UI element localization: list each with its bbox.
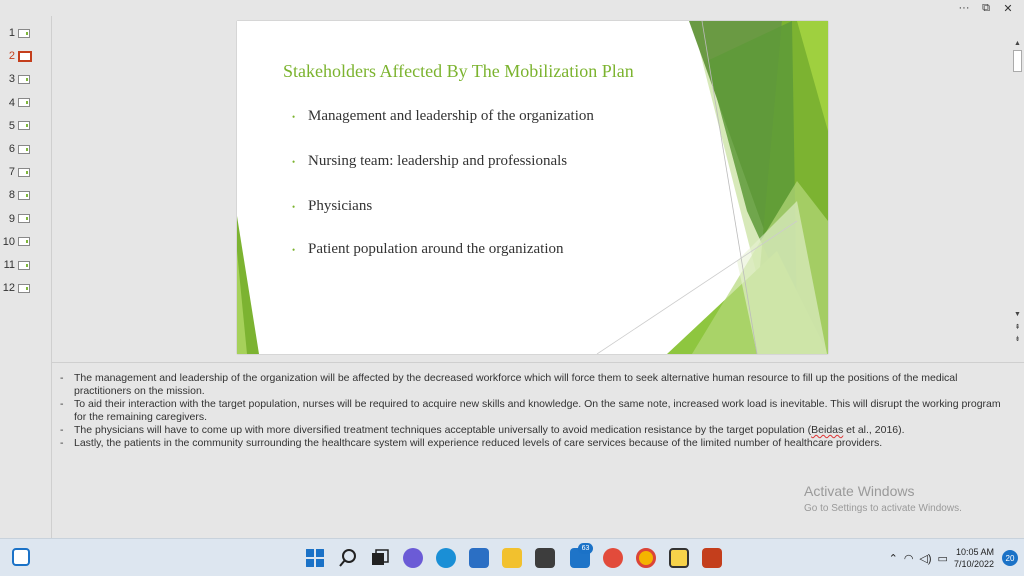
- dash-icon: -: [60, 372, 64, 384]
- slide-number: 12: [2, 282, 15, 295]
- restore-icon[interactable]: ⧉: [982, 1, 990, 14]
- note-text: Lastly, the patients in the community surrounding the healthcare system will experience reduced levels of care services because of the limited number of healthcare providers.: [74, 437, 883, 449]
- note-text: To aid their interaction with the target population, nurses will be required to acquire new skills and knowledge. On the same note, increased work load is inevitable. This will disrupt the working program for the remaining caregivers.: [74, 398, 1001, 423]
- bullet-text: Patient population around the organization: [308, 241, 564, 257]
- slide-number: 7: [8, 166, 15, 179]
- slide-thumbnail-icon: [18, 51, 32, 62]
- slide-number: 3: [8, 73, 15, 86]
- note-text: The management and leadership of the organization will be affected by the decreased workforce which will force them to seek alternative human resource to fill up the positions of the medical practitioners on the mission.: [74, 372, 958, 397]
- battery-icon[interactable]: ▭: [937, 552, 948, 565]
- scroll-up-icon[interactable]: ▲: [1014, 40, 1021, 47]
- window-controls: [954, 0, 1024, 16]
- dash-icon: -: [60, 398, 64, 410]
- slide-thumbnail[interactable]: [0, 26, 50, 40]
- activation-title: Activate Windows: [804, 483, 915, 499]
- clock[interactable]: [954, 546, 994, 570]
- bullet-icon: •: [292, 156, 296, 167]
- slide-thumbnail-icon: [18, 145, 30, 154]
- bullet-item[interactable]: [292, 108, 594, 125]
- chevron-up-icon[interactable]: ⌃: [888, 552, 898, 565]
- sticky-notes-icon[interactable]: [669, 548, 689, 568]
- more-options-icon[interactable]: ···: [958, 2, 970, 14]
- spellcheck-word[interactable]: Beidas: [811, 424, 844, 436]
- slide-thumbnail[interactable]: [0, 119, 50, 133]
- slide-thumbnail-icon: [18, 29, 30, 38]
- slide-thumbnail[interactable]: [0, 72, 50, 86]
- slide-thumbnail[interactable]: [0, 49, 50, 63]
- note-item: [60, 437, 1004, 450]
- slide-thumbnail[interactable]: [0, 258, 50, 272]
- slide-thumbnail-icon: [18, 121, 30, 130]
- clock-time: 10:05 AM: [955, 547, 994, 557]
- activation-subtitle: Go to Settings to activate Windows.: [804, 503, 962, 514]
- bullet-icon: •: [292, 201, 296, 212]
- bullet-text: Management and leadership of the organization: [308, 108, 594, 124]
- search-icon[interactable]: [338, 548, 358, 568]
- vertical-scrollbar[interactable]: [1011, 16, 1024, 346]
- slide-number: 9: [8, 212, 15, 225]
- slide-title[interactable]: Stakeholders Affected By The Mobilization Plan: [283, 61, 634, 81]
- slide-thumbnail-icon: [18, 214, 30, 223]
- activation-watermark: [804, 483, 962, 514]
- slide-thumbnail-icon: [18, 261, 30, 270]
- notification-badge[interactable]: 20: [1002, 550, 1018, 566]
- store-icon[interactable]: [469, 548, 489, 568]
- bullet-text: Nursing team: leadership and professionals: [308, 153, 568, 169]
- taskbar: [0, 538, 1024, 576]
- slide-number: 11: [3, 259, 15, 271]
- browser-icon[interactable]: [603, 548, 623, 568]
- note-text: The physicians will have to come up with more diversified treatment techniques acceptable universally to avoid medication resistance by the target population (Beidas et al., 2016).: [74, 424, 905, 436]
- bullet-item[interactable]: [292, 153, 567, 170]
- slide-number: 10: [2, 235, 15, 248]
- system-tray: [889, 539, 1024, 576]
- scroll-down-icon[interactable]: ▼: [1014, 311, 1021, 318]
- slide-thumbnail-icon: [18, 237, 30, 246]
- volume-icon[interactable]: ◁): [919, 552, 932, 565]
- bullet-text: Physicians: [308, 198, 373, 214]
- previous-slide-icon[interactable]: ⇞: [1014, 324, 1021, 331]
- slide-thumbnail[interactable]: [0, 142, 50, 156]
- slide-thumbnail-pane: [0, 16, 52, 538]
- bullet-item[interactable]: [292, 241, 564, 258]
- note-item: [60, 372, 1004, 398]
- slide-thumbnail-icon: [18, 98, 30, 107]
- dash-icon: -: [60, 424, 64, 436]
- slide-thumbnail-icon: [18, 284, 30, 293]
- slide-thumbnail[interactable]: [0, 165, 50, 179]
- slide-thumbnail[interactable]: [0, 235, 50, 249]
- start-icon[interactable]: [305, 548, 325, 568]
- chrome-icon[interactable]: [636, 548, 656, 568]
- slide-thumbnail[interactable]: [0, 281, 50, 295]
- slide-thumbnail[interactable]: [0, 188, 50, 202]
- chat-icon[interactable]: [403, 548, 423, 568]
- task-view-icon[interactable]: [370, 548, 390, 568]
- slide-number: 1: [8, 27, 15, 39]
- slide-number: 5: [8, 119, 15, 132]
- slide-number: 8: [8, 189, 15, 202]
- sublime-icon[interactable]: [535, 548, 555, 568]
- dash-icon: -: [60, 437, 64, 449]
- edge-icon[interactable]: [436, 548, 456, 568]
- close-icon[interactable]: ✕: [1003, 2, 1013, 15]
- powerpoint-icon[interactable]: [702, 548, 722, 568]
- slide-number: 2: [8, 50, 15, 63]
- widgets-icon[interactable]: [12, 548, 30, 566]
- mail-badge: 63: [578, 543, 593, 554]
- next-slide-icon[interactable]: ⇟: [1014, 336, 1021, 343]
- wifi-icon[interactable]: ◠: [903, 552, 914, 565]
- slide-number: 4: [8, 96, 15, 109]
- bullet-icon: •: [292, 111, 296, 122]
- clock-date: 7/10/2022: [953, 559, 994, 569]
- slide-thumbnail[interactable]: [0, 212, 50, 226]
- slide-canvas[interactable]: [237, 21, 828, 354]
- file-explorer-icon[interactable]: [502, 548, 522, 568]
- slide-thumbnail-icon: [18, 75, 30, 84]
- bullet-item[interactable]: [292, 198, 372, 215]
- slide-number: 6: [8, 143, 15, 155]
- note-item: [60, 398, 1004, 424]
- slide-thumbnail[interactable]: [0, 96, 50, 110]
- scroll-thumb[interactable]: [1013, 50, 1022, 72]
- note-item: [60, 424, 1004, 437]
- bullet-icon: •: [292, 244, 296, 255]
- slide-thumbnail-icon: [18, 191, 30, 200]
- slide-thumbnail-icon: [18, 168, 30, 177]
